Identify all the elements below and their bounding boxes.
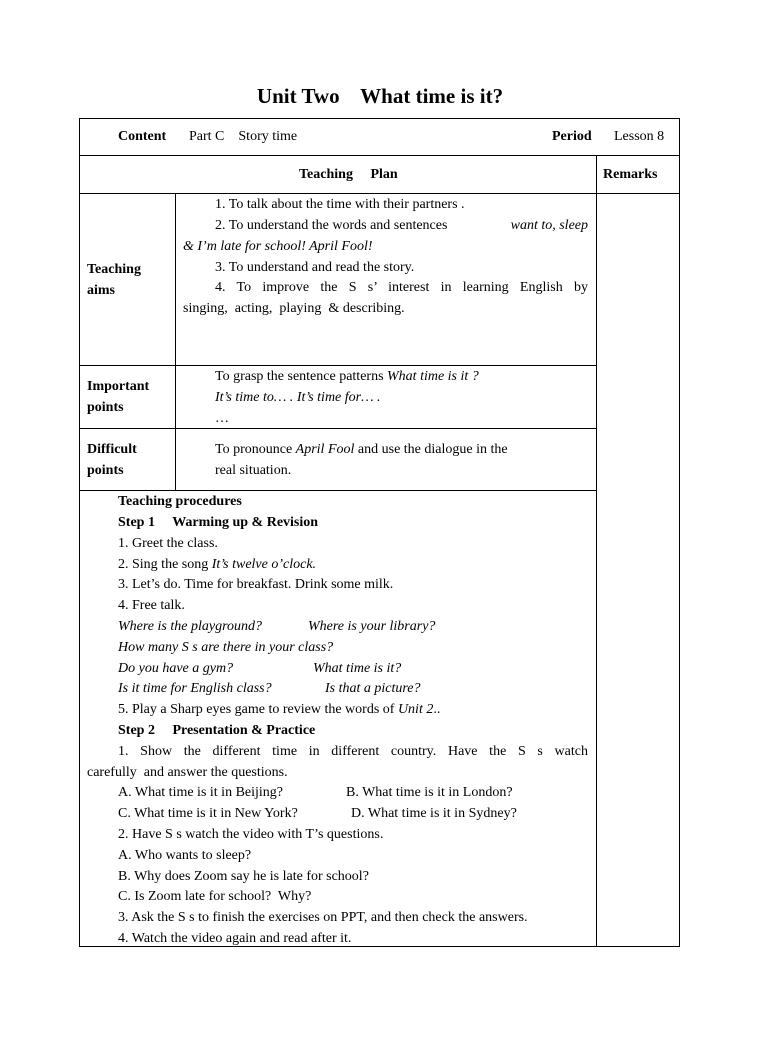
important-point-pattern: What time is it ?: [387, 369, 479, 384]
row-divider: [79, 428, 596, 429]
period-label: Period: [552, 129, 592, 144]
unit-name: Unit 2: [397, 702, 434, 717]
question-option: D. What time is it in Sydney?: [351, 806, 517, 821]
procedure-text: 2. Sing the song: [118, 557, 209, 572]
teaching-plan-header: Teaching Plan: [299, 167, 398, 182]
question-option: A. What time is it in Beijing?: [118, 785, 283, 800]
difficult-points-label: points: [87, 463, 124, 478]
step-heading: Step 2 Presentation & Practice: [118, 723, 316, 738]
procedure-text: ..: [433, 702, 441, 717]
remarks-header: Remarks: [603, 167, 658, 182]
question-option: B. What time is it in London?: [346, 785, 513, 800]
procedure-item: 3. Let’s do. Time for breakfast. Drink some milk.: [118, 577, 394, 592]
difficult-points-label: Difficult: [87, 442, 137, 457]
video-question: B. Why does Zoom say he is late for school?: [118, 869, 369, 884]
label-column-divider: [175, 193, 176, 490]
procedure-item: 3. Ask the S s to finish the exercises on PPT, and then check the answers.: [118, 910, 528, 925]
aim-item: 3. To understand and read the story.: [215, 260, 415, 275]
free-talk-question: Do you have a gym?: [118, 661, 234, 676]
free-talk-question: Where is the playground?: [118, 619, 262, 634]
video-question: A. Who wants to sleep?: [118, 848, 252, 863]
aim-item-emphasis: want to, sleep: [510, 218, 588, 233]
row-divider: [79, 155, 680, 156]
procedure-item: 2. Have S s watch the video with T’s questions.: [118, 827, 384, 842]
procedures-heading: Teaching procedures: [118, 494, 242, 509]
aim-item-text: 2. To understand the words and sentences: [215, 218, 448, 233]
aim-item: 1. To talk about the time with their partners .: [215, 197, 465, 212]
important-points-label: Important: [87, 379, 150, 394]
remarks-column-divider: [596, 155, 597, 947]
procedure-item: 4. Free talk.: [118, 598, 185, 613]
song-title: It’s twelve o’clock.: [211, 557, 317, 572]
aim-item: 4. To improve the S s’ interest in learning English by: [215, 280, 588, 295]
procedure-item: 1. Show the different time in different country. Have the S s watch: [118, 744, 588, 759]
difficult-point-text: and use the dialogue in the: [357, 442, 508, 457]
difficult-point-phrase: April Fool: [295, 442, 355, 457]
difficult-point-line: [215, 439, 508, 460]
question-option: C. What time is it in New York?: [118, 806, 298, 821]
video-question: C. Is Zoom late for school? Why?: [118, 889, 312, 904]
content-value: Part C Story time: [189, 129, 298, 144]
procedure-item: carefully and answer the questions.: [87, 765, 288, 780]
procedure-text: 5. Play a Sharp eyes game to review the words of: [118, 702, 395, 717]
free-talk-question: Is it time for English class?: [118, 681, 272, 696]
important-point-line: …: [215, 411, 229, 426]
procedure-item: [118, 554, 316, 575]
aim-item: singing, acting, playing & describing.: [183, 301, 405, 316]
page-title: Unit Two What time is it?: [256, 84, 504, 108]
important-point-text: To grasp the sentence patterns: [215, 369, 384, 384]
aim-item: [215, 215, 588, 236]
free-talk-question: Where is your library?: [308, 619, 436, 634]
teaching-aims-label: Teaching: [87, 262, 141, 277]
important-point-pattern: It’s time to… .: [215, 390, 294, 405]
important-points-label: points: [87, 400, 124, 415]
important-point-line: [215, 387, 381, 408]
difficult-point-line: real situation.: [215, 463, 292, 478]
free-talk-question: Is that a picture?: [325, 681, 421, 696]
period-value: Lesson 8: [614, 129, 665, 144]
step-heading: Step 1 Warming up & Revision: [118, 515, 319, 530]
free-talk-question: What time is it?: [313, 661, 402, 676]
content-label: Content: [118, 129, 167, 144]
teaching-aims-label: aims: [87, 283, 115, 298]
important-point-pattern: It’s time for… .: [296, 390, 381, 405]
free-talk-question: How many S s are there in your class?: [118, 640, 334, 655]
procedure-item: 1. Greet the class.: [118, 536, 218, 551]
difficult-point-text: To pronounce: [215, 442, 293, 457]
aim-item: & I’m late for school! April Fool!: [183, 239, 373, 254]
procedure-item: 4. Watch the video again and read after it.: [118, 931, 352, 946]
procedure-item: [118, 699, 440, 720]
important-point-line: [215, 366, 479, 387]
